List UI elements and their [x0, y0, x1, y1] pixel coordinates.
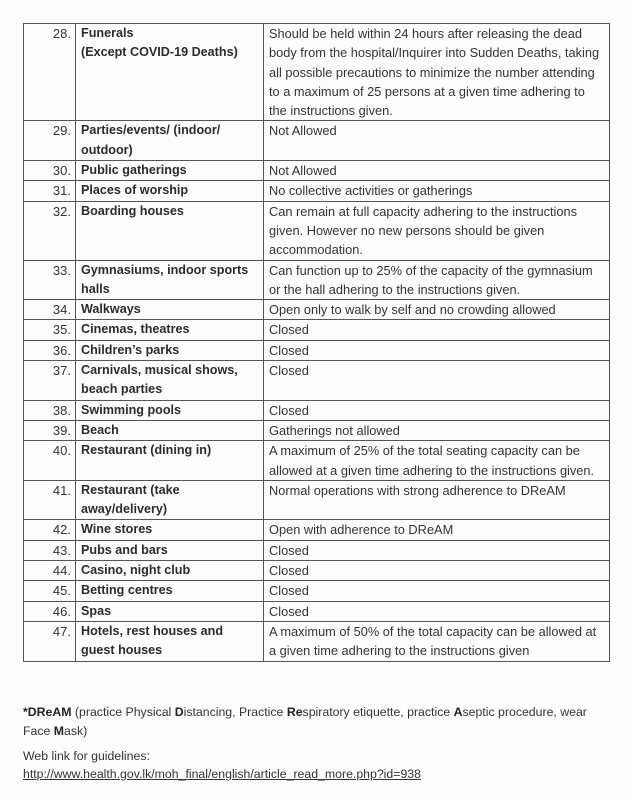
activity-cell: Boarding houses: [76, 201, 264, 260]
row-number: 29.: [24, 121, 76, 161]
activity-cell: Gymnasiums, indoor sports halls: [76, 260, 264, 300]
guidelines-link[interactable]: http://www.health.gov.lk/moh_final/english/article_read_more.php?id=938: [23, 767, 421, 781]
activity-cell: Places of worship: [76, 181, 264, 201]
rule-cell: Closed: [264, 400, 610, 420]
table-row: [24, 540, 610, 560]
row-number: 42.: [24, 520, 76, 540]
table-row: [24, 420, 610, 440]
activity-cell: Restaurant (take away/delivery): [76, 480, 264, 520]
activity-cell: Casino, night club: [76, 561, 264, 581]
row-number: 40.: [24, 441, 76, 481]
row-number: 37.: [24, 361, 76, 401]
footnote-part: Re: [286, 705, 303, 719]
rule-cell: Should be held within 24 hours after releasing the dead body from the hospital/Inquirer into Sudden Deaths, taking all possible precautions to minimize the number attending to a maximum of 25 persons at a given time adhering to the instructions given.: [264, 24, 610, 121]
weblink-label: Web link for guidelines:: [23, 749, 150, 763]
rule-cell: Open only to walk by self and no crowding allowed: [264, 300, 610, 320]
rule-cell: Closed: [264, 320, 610, 340]
table-row: [24, 300, 610, 320]
activity-cell: Children’s parks: [76, 340, 264, 360]
row-number: 36.: [24, 340, 76, 360]
guidelines-table: [23, 23, 610, 662]
activity-cell: Pubs and bars: [76, 540, 264, 560]
activity-cell: Parties/events/ (indoor/ outdoor): [76, 121, 264, 161]
table-row: [24, 161, 610, 181]
row-number: 32.: [24, 201, 76, 260]
activity-cell: Wine stores: [76, 520, 264, 540]
row-number: 41.: [24, 480, 76, 520]
row-number: 39.: [24, 420, 76, 440]
row-number: 47.: [24, 621, 76, 661]
table-row: [24, 621, 610, 661]
activity-line: (Except COVID-19 Deaths): [81, 45, 238, 60]
footnote-term: *DReAM: [23, 705, 72, 719]
rule-cell: Gatherings not allowed: [264, 420, 610, 440]
activity-cell: Swimming pools: [76, 400, 264, 420]
footnote-part: M: [53, 724, 65, 738]
guidelines-table-body: [24, 24, 610, 662]
table-row: [24, 480, 610, 520]
rule-cell: A maximum of 50% of the total capacity can be allowed at a given time adhering to the instructions given: [264, 621, 610, 661]
footnote-part: istancing, Practice: [183, 705, 287, 719]
footnote-part: A: [453, 705, 463, 719]
rule-cell: Not Allowed: [264, 121, 610, 161]
table-row: [24, 581, 610, 601]
row-number: 33.: [24, 260, 76, 300]
rule-cell: Normal operations with strong adherence to DReAM: [264, 480, 610, 520]
row-number: 44.: [24, 561, 76, 581]
table-row: [24, 340, 610, 360]
activity-cell: Walkways: [76, 300, 264, 320]
table-row: [24, 520, 610, 540]
rule-cell: Closed: [264, 581, 610, 601]
footnote-part: (practice Physical: [71, 705, 175, 719]
footnote-part: spiratory etiquette, practice: [302, 705, 454, 719]
rule-cell: Can remain at full capacity adhering to the instructions given. However no new persons should be given accommodation.: [264, 201, 610, 260]
activity-cell: Restaurant (dining in): [76, 441, 264, 481]
rule-cell: Closed: [264, 540, 610, 560]
row-number: 43.: [24, 540, 76, 560]
table-row: [24, 181, 610, 201]
rule-cell: A maximum of 25% of the total seating capacity can be allowed at a given time adhering to the instructions given.: [264, 441, 610, 481]
rule-cell: Not Allowed: [264, 161, 610, 181]
row-number: 34.: [24, 300, 76, 320]
table-row: [24, 441, 610, 481]
rule-cell: Closed: [264, 361, 610, 401]
row-number: 31.: [24, 181, 76, 201]
table-row: [24, 361, 610, 401]
rule-cell: No collective activities or gatherings: [264, 181, 610, 201]
row-number: 38.: [24, 400, 76, 420]
rule-cell: Closed: [264, 561, 610, 581]
activity-cell: Cinemas, theatres: [76, 320, 264, 340]
activity-cell: Carnivals, musical shows, beach parties: [76, 361, 264, 401]
dream-footnote: [23, 703, 613, 741]
row-number: 35.: [24, 320, 76, 340]
footnote-part: D: [174, 705, 184, 719]
table-row: [24, 400, 610, 420]
activity-cell: Spas: [76, 601, 264, 621]
row-number: 30.: [24, 161, 76, 181]
rule-cell: Closed: [264, 601, 610, 621]
rule-cell: Open with adherence to DReAM: [264, 520, 610, 540]
activity-cell: Public gatherings: [76, 161, 264, 181]
table-row: [24, 320, 610, 340]
row-number: 46.: [24, 601, 76, 621]
footnote-part: ask): [64, 724, 88, 738]
activity-line: Funerals: [81, 26, 134, 40]
table-row: [24, 201, 610, 260]
rule-cell: Can function up to 25% of the capacity of the gymnasium or the hall adhering to the instructions given.: [264, 260, 610, 300]
activity-cell: Beach: [76, 420, 264, 440]
table-row: [24, 121, 610, 161]
row-number: 45.: [24, 581, 76, 601]
activity-cell: Betting centres: [76, 581, 264, 601]
footnote-part: septic procedure, wear Face: [23, 705, 587, 738]
row-number: 28.: [24, 24, 76, 121]
activity-cell: [76, 24, 264, 121]
table-row: [24, 561, 610, 581]
table-row: [24, 24, 610, 121]
activity-cell: Hotels, rest houses and guest houses: [76, 621, 264, 661]
table-row: [24, 260, 610, 300]
rule-cell: Closed: [264, 340, 610, 360]
table-row: [24, 601, 610, 621]
